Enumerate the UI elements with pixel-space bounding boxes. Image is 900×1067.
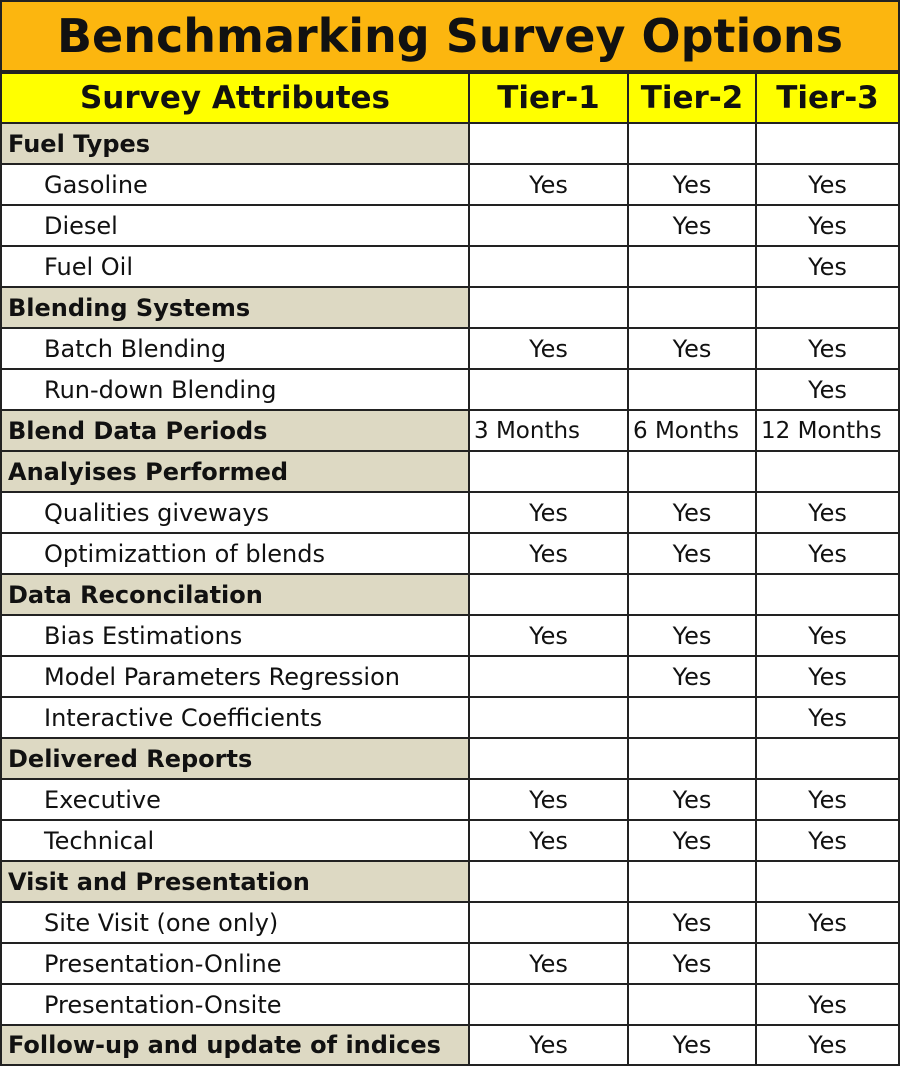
tier-3-cell: Yes (756, 697, 899, 738)
tier-2-cell: Yes (628, 1025, 756, 1065)
tier-1-cell (469, 246, 628, 287)
tier-2-cell (628, 451, 756, 492)
section-row (1, 410, 899, 451)
survey-options-table (0, 72, 900, 1066)
attribute-label: Technical (1, 820, 469, 861)
tier-2-cell: Yes (628, 820, 756, 861)
tier-2-cell: Yes (628, 533, 756, 574)
table-row (1, 615, 899, 656)
section-label: Analyises Performed (1, 451, 469, 492)
tier-3-cell: Yes (756, 533, 899, 574)
tier-3-cell: Yes (756, 492, 899, 533)
tier-3-cell (756, 451, 899, 492)
table-row (1, 205, 899, 246)
table-row (1, 246, 899, 287)
tier-1-cell: Yes (469, 820, 628, 861)
tier-1-cell: Yes (469, 328, 628, 369)
tier-1-cell (469, 738, 628, 779)
tier-1-cell (469, 902, 628, 943)
tier-2-cell (628, 369, 756, 410)
tier-2-cell (628, 738, 756, 779)
table-row (1, 984, 899, 1025)
tier-2-cell: Yes (628, 205, 756, 246)
tier-1-cell: Yes (469, 164, 628, 205)
tier-2-cell: Yes (628, 656, 756, 697)
tier-2-cell: 6 Months (628, 410, 756, 451)
section-row (1, 1025, 899, 1065)
section-label: Blending Systems (1, 287, 469, 328)
attribute-label: Model Parameters Regression (1, 656, 469, 697)
table-row (1, 492, 899, 533)
section-row (1, 738, 899, 779)
header-tier-3: Tier-3 (756, 73, 899, 123)
attribute-label: Presentation-Onsite (1, 984, 469, 1025)
tier-3-cell (756, 123, 899, 164)
attribute-label: Batch Blending (1, 328, 469, 369)
tier-3-cell (756, 861, 899, 902)
attribute-label: Executive (1, 779, 469, 820)
tier-3-cell: Yes (756, 656, 899, 697)
tier-3-cell: Yes (756, 369, 899, 410)
tier-1-cell (469, 861, 628, 902)
tier-3-cell: Yes (756, 902, 899, 943)
table-header (1, 73, 899, 123)
section-row (1, 287, 899, 328)
tier-1-cell (469, 656, 628, 697)
attribute-label: Interactive Coefficients (1, 697, 469, 738)
attribute-label: Optimizattion of blends (1, 533, 469, 574)
tier-3-cell: Yes (756, 615, 899, 656)
attribute-label: Gasoline (1, 164, 469, 205)
tier-3-cell (756, 574, 899, 615)
tier-2-cell (628, 984, 756, 1025)
tier-3-cell: Yes (756, 328, 899, 369)
attribute-label: Qualities giveways (1, 492, 469, 533)
tier-1-cell: Yes (469, 533, 628, 574)
tier-3-cell: Yes (756, 205, 899, 246)
section-label: Follow-up and update of indices (1, 1025, 469, 1065)
attribute-label: Run-down Blending (1, 369, 469, 410)
tier-2-cell: Yes (628, 615, 756, 656)
tier-1-cell (469, 984, 628, 1025)
header-survey-attributes: Survey Attributes (1, 73, 469, 123)
header-row (1, 73, 899, 123)
tier-2-cell (628, 287, 756, 328)
tier-3-cell (756, 287, 899, 328)
tier-3-cell (756, 943, 899, 984)
attribute-label: Site Visit (one only) (1, 902, 469, 943)
section-label: Visit and Presentation (1, 861, 469, 902)
section-row (1, 123, 899, 164)
section-row (1, 861, 899, 902)
tier-3-cell: 12 Months (756, 410, 899, 451)
table-row (1, 656, 899, 697)
tier-3-cell: Yes (756, 1025, 899, 1065)
tier-2-cell (628, 861, 756, 902)
table-row (1, 820, 899, 861)
table-row (1, 369, 899, 410)
attribute-label: Fuel Oil (1, 246, 469, 287)
header-tier-1: Tier-1 (469, 73, 628, 123)
tier-1-cell: Yes (469, 615, 628, 656)
tier-1-cell: Yes (469, 1025, 628, 1065)
tier-3-cell: Yes (756, 164, 899, 205)
tier-2-cell: Yes (628, 902, 756, 943)
tier-1-cell: 3 Months (469, 410, 628, 451)
tier-2-cell (628, 697, 756, 738)
table-row (1, 902, 899, 943)
tier-1-cell (469, 574, 628, 615)
section-row (1, 574, 899, 615)
table-row (1, 164, 899, 205)
tier-2-cell: Yes (628, 164, 756, 205)
attribute-label: Diesel (1, 205, 469, 246)
tier-1-cell: Yes (469, 779, 628, 820)
tier-1-cell (469, 451, 628, 492)
table-row (1, 779, 899, 820)
tier-1-cell: Yes (469, 943, 628, 984)
tier-2-cell: Yes (628, 328, 756, 369)
table-row (1, 328, 899, 369)
header-tier-2: Tier-2 (628, 73, 756, 123)
section-label: Fuel Types (1, 123, 469, 164)
table-body (1, 123, 899, 1065)
tier-1-cell (469, 205, 628, 246)
section-label: Delivered Reports (1, 738, 469, 779)
section-label: Blend Data Periods (1, 410, 469, 451)
tier-1-cell (469, 697, 628, 738)
tier-1-cell (469, 287, 628, 328)
tier-2-cell: Yes (628, 943, 756, 984)
tier-1-cell: Yes (469, 492, 628, 533)
tier-1-cell (469, 123, 628, 164)
section-label: Data Reconcilation (1, 574, 469, 615)
tier-2-cell (628, 574, 756, 615)
tier-2-cell: Yes (628, 492, 756, 533)
attribute-label: Presentation-Online (1, 943, 469, 984)
table-row (1, 943, 899, 984)
tier-2-cell (628, 246, 756, 287)
sheet-title: Benchmarking Survey Options (0, 0, 900, 72)
tier-2-cell: Yes (628, 779, 756, 820)
tier-3-cell: Yes (756, 246, 899, 287)
table-row (1, 697, 899, 738)
tier-1-cell (469, 369, 628, 410)
tier-3-cell: Yes (756, 779, 899, 820)
tier-3-cell: Yes (756, 984, 899, 1025)
section-row (1, 451, 899, 492)
tier-2-cell (628, 123, 756, 164)
table-row (1, 533, 899, 574)
tier-3-cell: Yes (756, 820, 899, 861)
attribute-label: Bias Estimations (1, 615, 469, 656)
tier-3-cell (756, 738, 899, 779)
